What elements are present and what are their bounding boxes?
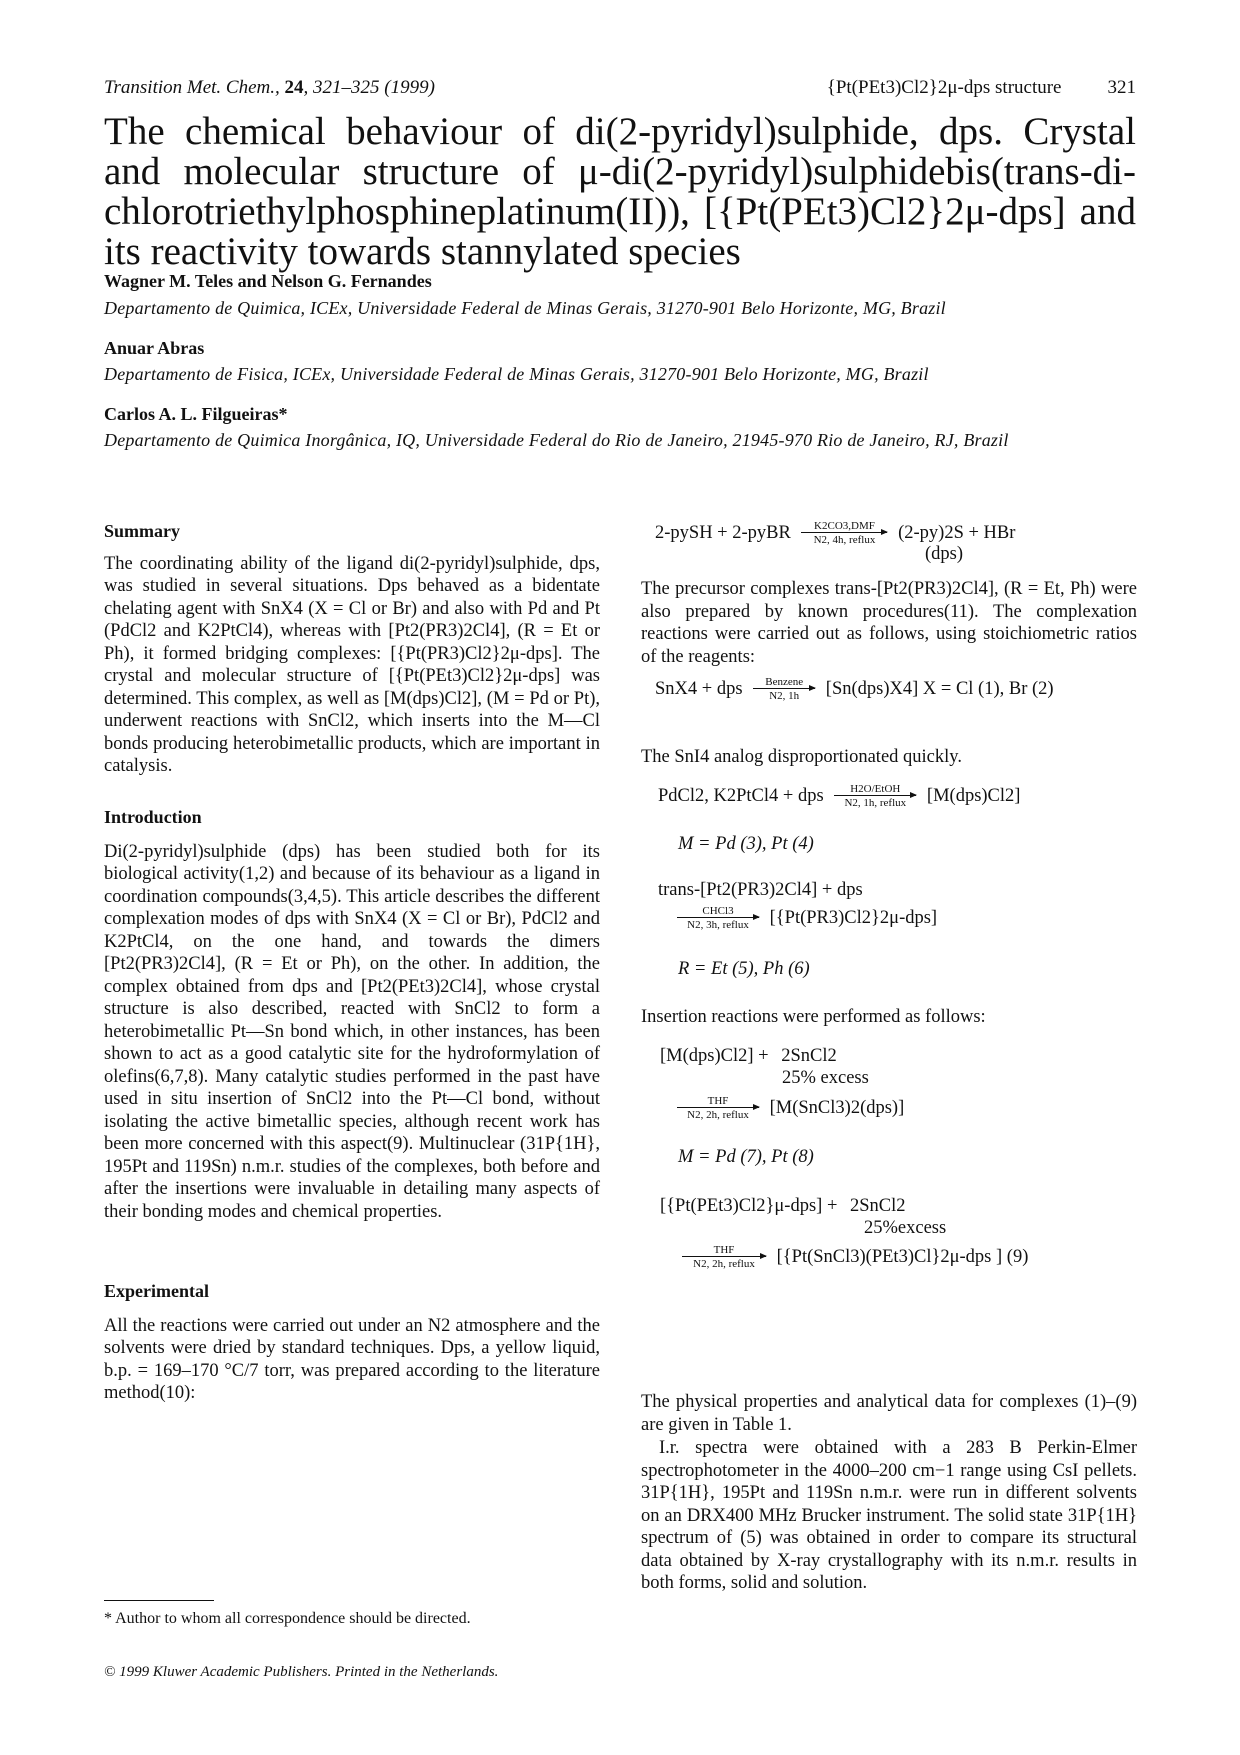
reaction-3-reactants: PdCl2, K2PtCl4 + dps	[658, 785, 824, 806]
reaction-3-products: [M(dps)Cl2]	[926, 785, 1021, 806]
reaction-5-conditions-below: N2, 2h, reflux	[687, 1109, 749, 1121]
reaction-5-conditions-above: THF	[707, 1095, 729, 1107]
running-header	[827, 77, 1136, 99]
reaction-5-note: M = Pd (7), Pt (8)	[678, 1147, 814, 1167]
footnote-rule	[104, 1600, 214, 1601]
reaction-1	[655, 520, 1015, 547]
reaction-1-reactants: 2-pySH + 2-pyBR	[655, 522, 791, 543]
introduction-heading: Introduction	[104, 807, 202, 827]
reaction-4-products: [{Pt(PR3)Cl2}2μ-dps]	[769, 907, 938, 928]
reaction-5-arrow	[677, 1095, 759, 1122]
summary-heading: Summary	[104, 521, 180, 541]
reaction-5	[677, 1095, 904, 1122]
reaction-1-products: (2-py)2S + HBr	[898, 522, 1016, 543]
title-line-1: The chemical behaviour of di(2-pyridyl)sulphide, dps. Crystal	[104, 110, 1136, 153]
reaction-4-reactants: trans-[Pt2(PR3)2Cl4] + dps	[658, 880, 863, 900]
reaction-3-conditions-below: N2, 1h, reflux	[844, 797, 907, 809]
paragraph-insertion: Insertion reactions were performed as follows:	[641, 1007, 986, 1027]
experimental-text: All the reactions were carried out under an N2 atmosphere and the solvents were dried by standard techniques. Dps, a yellow liquid, b.p. = 169–170 °C/7 torr, was prepared according to the literature method(10):	[104, 1315, 600, 1403]
journal-volume: 24	[284, 77, 304, 98]
reaction-6-complex: [{Pt(PEt3)Cl2}μ-dps] +	[660, 1196, 838, 1216]
affiliation-2: Departamento de Fisica, ICEx, Universidade Federal de Minas Gerais, 31270-901 Belo Horizonte, MG, Brazil	[104, 364, 929, 384]
reaction-3-arrow	[834, 783, 916, 810]
experimental-section	[104, 1280, 600, 1405]
reaction-2-reactants: SnX4 + dps	[655, 678, 743, 699]
reaction-4-arrow	[677, 905, 759, 932]
author-group-3: Carlos A. L. Filgueiras*	[104, 404, 288, 424]
reaction-2-arrow	[753, 676, 815, 703]
reaction-5-reactants	[660, 1046, 837, 1067]
paragraph-ir-spectra: I.r. spectra were obtained with a 283 B Perkin-Elmer spectrophotometer in the 4000–200 cm−1 range using CsI pellets. 31P{1H}, 195Pt and 119Sn n.m.r. were run in different solvents on an DRX400 MHz Brucker instrument. The solid state 31P{1H} spectrum of (5) was obtained in order to compare its structural data obtained by X-ray crystallography with its n.m.r. results in both forms, solid and solution.	[641, 1438, 1137, 1593]
title-line-3: chlorotriethylphosphineplatinum(II)), [{Pt(PEt3)Cl2}2μ-dps] and	[104, 190, 1136, 233]
running-title: {Pt(PEt3)Cl2}2μ-dps structure	[826, 77, 1062, 98]
journal-citation: Transition Met. Chem., 24, 321–325 (1999)	[104, 77, 435, 98]
journal-pages: 321–325 (1999)	[313, 77, 435, 98]
reaction-1-arrow	[801, 520, 887, 547]
affiliation-3: Departamento de Quimica Inorgânica, IQ, Universidade Federal do Rio de Janeiro, 21945-970 Rio de Janeiro, RJ, Brazil	[104, 430, 1009, 450]
reaction-3-note: M = Pd (3), Pt (4)	[678, 834, 814, 854]
reaction-4	[677, 905, 937, 932]
introduction-text: Di(2-pyridyl)sulphide (dps) has been studied both for its biological activity(1,2) and because of its behaviour as a ligand in coordination compounds(3,4,5). This article describes the different complexation modes of dps with SnX4 (X = Cl or Br), PdCl2 and K2PtCl4, on the one hand, and towards the dimers [Pt2(PR3)2Cl4], (R = Et or Ph), on the other. In addition, the complex obtained from dps and [Pt2(PEt3)2Cl4], whose crystal structure is also described, reacted with SnCl2 to form a heterobimetallic Pt—Sn bond which, in other instances, has been shown to act as a good catalytic site for the hydroformylation of olefins(6,7,8). Many catalytic studies performed in the past have used in situ insertion of SnCl2 into the Pt—Cl bond, without isolating the active bimetallic species, although recent work has been more concerned with this aspect(9). Multinuclear (31P{1H}, 195Pt and 119Sn) n.m.r. studies of the complexes, both before and after the insertions were invaluable in detailing many aspects of their bonding modes and chemical properties.	[104, 841, 600, 1222]
copyright: © 1999 Kluwer Academic Publishers. Printed in the Netherlands.	[104, 1664, 499, 1680]
reaction-3-conditions-above: H2O/EtOH	[850, 783, 901, 795]
reaction-5-products: [M(SnCl3)2(dps)]	[769, 1097, 905, 1118]
reaction-4-conditions-below: N2, 3h, reflux	[687, 919, 749, 931]
footnote: * Author to whom all correspondence should be directed.	[104, 1610, 471, 1627]
reaction-1-conditions-below: N2, 4h, reflux	[813, 534, 876, 546]
reaction-6-excess: 25%excess	[864, 1218, 947, 1238]
reaction-6-reagent: 2SnCl2	[850, 1196, 906, 1216]
reaction-6-reactants	[660, 1196, 906, 1217]
title-line-4: its reactivity towards stannylated species	[104, 230, 741, 273]
reaction-2-conditions-below: N2, 1h	[769, 690, 800, 702]
journal-name: Transition Met. Chem.	[104, 77, 276, 98]
reaction-2	[655, 676, 1054, 703]
paper-title	[104, 112, 1136, 272]
reaction-1-conditions-above: K2CO3,DMF	[814, 520, 875, 532]
paragraph-precursors: The precursor complexes trans-[Pt2(PR3)2Cl4], (R = Et, Ph) were also prepared by known procedures(11). The complexation reactions were carried out as follows, using stoichiometric ratios of the reagents:	[641, 579, 1137, 667]
reaction-5-complex: [M(dps)Cl2] +	[660, 1046, 769, 1066]
introduction-section	[104, 806, 600, 1223]
reaction-1-product-label: (dps)	[925, 544, 964, 564]
reaction-2-products: [Sn(dps)X4] X = Cl (1), Br (2)	[825, 678, 1054, 699]
reaction-3	[658, 783, 1020, 810]
paragraph-physical-properties: The physical properties and analytical data for complexes (1)–(9) are given in Table 1.	[641, 1392, 1137, 1435]
summary-section	[104, 520, 600, 778]
reaction-4-conditions-above: CHCl3	[702, 905, 734, 917]
summary-text: The coordinating ability of the ligand di(2-pyridyl)sulphide, dps, was studied in several situations. Dps behaved as a bidentate chelating agent with SnX4 (X = Cl or Br) and also with Pd and Pt (PdCl2 and K2PtCl4), whereas with [Pt2(PR3)2Cl4], (R = Et or Ph), it formed bridging complexes: [{Pt(PR3)Cl2}2μ-dps]. The crystal and molecular structure of [{Pt(PEt3)Cl2}2μ-dps] was determined. This complex, as well as [M(dps)Cl2], (M = Pd or Pt), underwent reactions with SnCl2, which inserts into the M—Cl bonds producing heterobimetallic products, which are important in catalysis.	[104, 553, 600, 776]
reaction-2-conditions-above: Benzene	[765, 676, 804, 688]
affiliation-1: Departamento de Quimica, ICEx, Universidade Federal de Minas Gerais, 31270-901 Belo Horizonte, MG, Brazil	[104, 298, 946, 318]
title-line-2: and molecular structure of μ-di(2-pyridyl)sulphidebis(trans-di-	[104, 150, 1136, 193]
paragraph-sni4: The SnI4 analog disproportionated quickly.	[641, 747, 962, 767]
reaction-4-note: R = Et (5), Ph (6)	[678, 959, 810, 979]
reaction-6-products: [{Pt(SnCl3)(PEt3)Cl}2μ-dps ] (9)	[776, 1246, 1029, 1267]
page-number: 321	[1107, 77, 1136, 98]
experimental-heading: Experimental	[104, 1281, 209, 1301]
author-group-2: Anuar Abras	[104, 338, 205, 358]
reaction-6-arrow	[682, 1244, 766, 1271]
reaction-6	[682, 1244, 1028, 1271]
reaction-5-reagent: 2SnCl2	[781, 1046, 837, 1066]
reaction-6-conditions-below: N2, 2h, reflux	[693, 1258, 755, 1270]
author-group-1: Wagner M. Teles and Nelson G. Fernandes	[104, 271, 432, 291]
reaction-6-conditions-above: THF	[713, 1244, 735, 1256]
reaction-5-excess: 25% excess	[782, 1068, 869, 1088]
